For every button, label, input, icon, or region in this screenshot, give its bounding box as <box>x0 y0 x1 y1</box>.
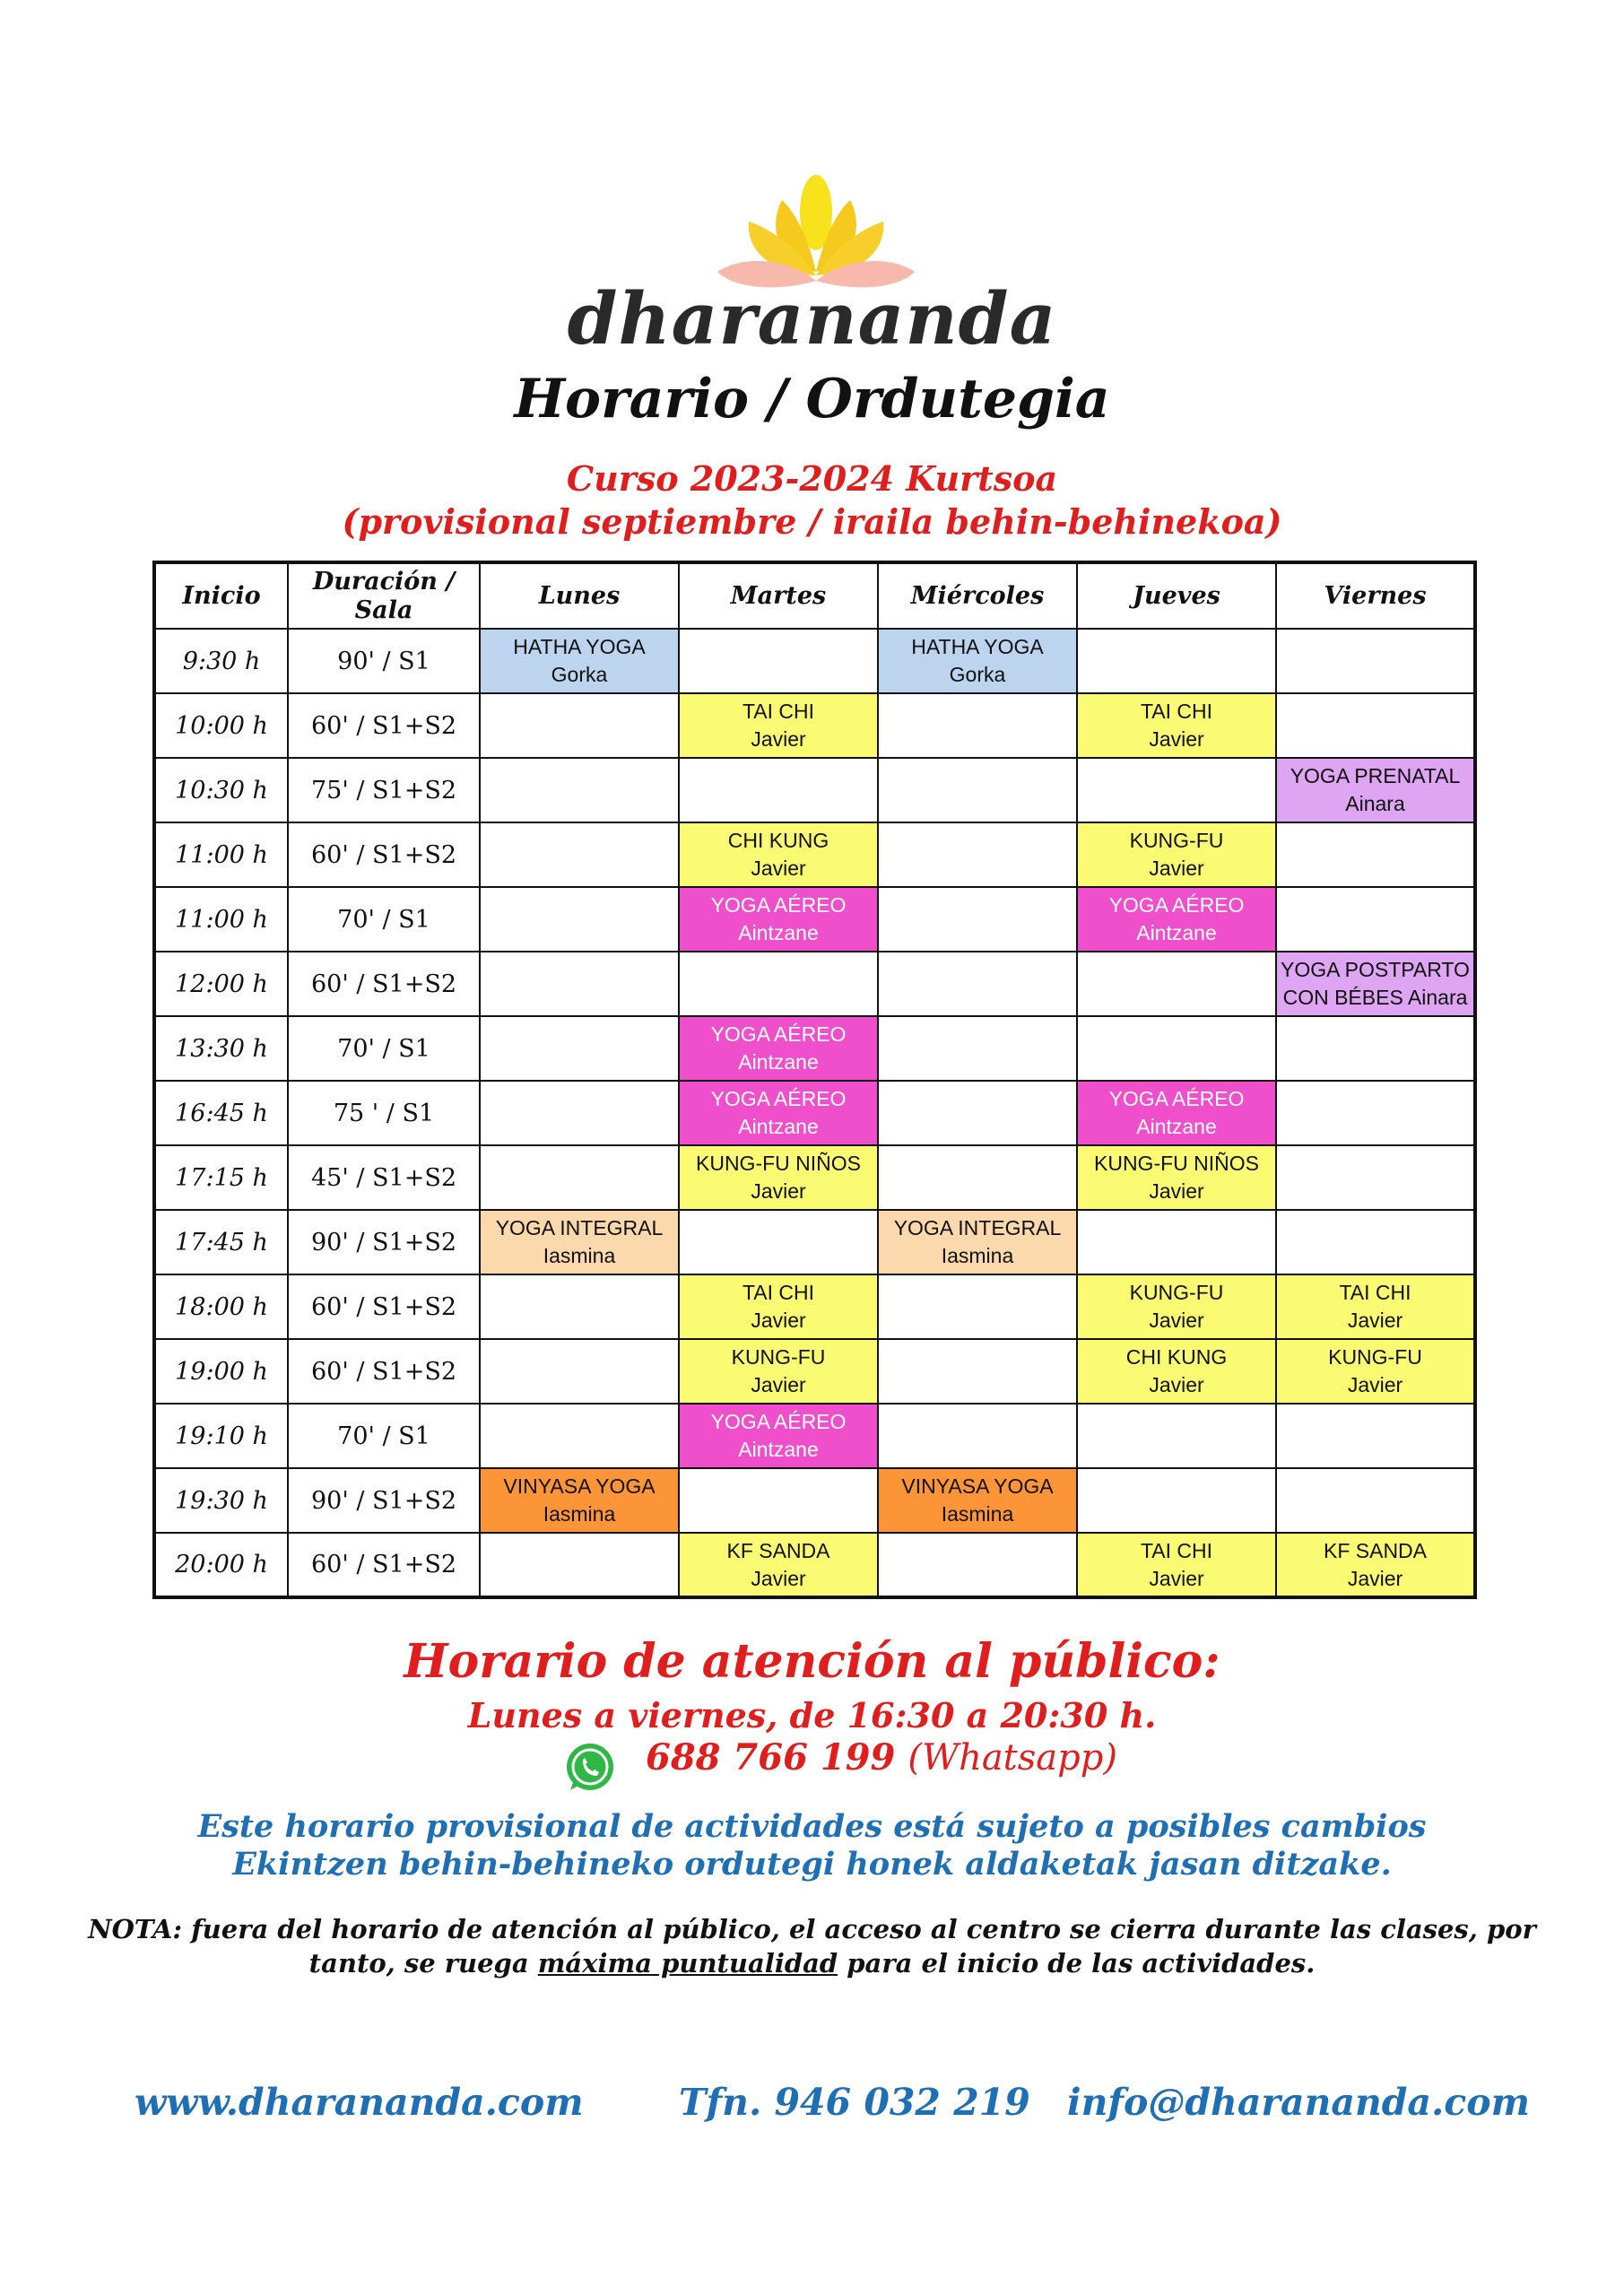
class-teacher: Iasmina <box>941 1502 1014 1526</box>
schedule-body <box>154 629 1475 1597</box>
header-duracion-line-2: Sala <box>354 596 413 624</box>
empty-cell-lunes <box>480 693 679 758</box>
empty-cell-lunes <box>480 758 679 822</box>
header-lunes: Lunes <box>480 562 679 629</box>
class-teacher: Javier <box>1149 1179 1204 1203</box>
table-row <box>154 1210 1475 1274</box>
class-teacher: Aintzane <box>738 921 819 944</box>
class-teacher: Javier <box>751 1309 806 1332</box>
row-time: 12:00 h <box>154 952 288 1016</box>
class-name: TAI CHI <box>1140 1538 1213 1562</box>
empty-cell-miercoles <box>878 1081 1077 1145</box>
class-teacher: Javier <box>751 727 806 751</box>
empty-cell-martes <box>679 629 878 693</box>
row-time: 11:00 h <box>154 822 288 887</box>
class-teacher: Aintzane <box>1136 921 1217 944</box>
class-name: KUNG-FU <box>1328 1345 1422 1369</box>
notice-line-2: Ekintzen behin-behineko ordutegi honek aldaketak jasan ditzake. <box>232 1846 1392 1883</box>
class-name: TAI CHI <box>1339 1281 1411 1304</box>
class-cell-viernes <box>1276 758 1475 822</box>
class-name: KF SANDA <box>726 1538 830 1562</box>
empty-cell-viernes <box>1276 693 1475 758</box>
empty-cell-jueves <box>1077 1210 1276 1274</box>
row-time: 17:45 h <box>154 1210 288 1274</box>
class-teacher: Aintzane <box>738 1438 819 1461</box>
page-title: Horario / Ordutegia <box>514 368 1110 430</box>
class-name: YOGA AÉREO <box>710 1022 847 1046</box>
empty-cell-miercoles <box>878 758 1077 822</box>
empty-cell-lunes <box>480 1404 679 1468</box>
table-row <box>154 1533 1475 1597</box>
class-cell-jueves <box>1077 693 1276 758</box>
class-teacher: Iasmina <box>543 1502 616 1526</box>
row-duration: 70' / S1 <box>288 1404 480 1468</box>
class-teacher: Ainara <box>1345 792 1405 815</box>
class-teacher: Gorka <box>551 663 608 686</box>
table-row <box>154 1339 1475 1404</box>
row-duration: 90' / S1+S2 <box>288 1210 480 1274</box>
row-time: 18:00 h <box>154 1274 288 1339</box>
class-name: KUNG-FU NIÑOS <box>696 1152 861 1175</box>
empty-cell-lunes <box>480 1274 679 1339</box>
class-name: VINYASA YOGA <box>901 1474 1054 1498</box>
row-time: 13:30 h <box>154 1016 288 1081</box>
empty-cell-miercoles <box>878 1145 1077 1210</box>
class-name: HATHA YOGA <box>911 635 1044 658</box>
class-cell-jueves <box>1077 1274 1276 1339</box>
header-duracion-line-1: Duración / <box>312 567 456 596</box>
empty-cell-martes <box>679 1468 878 1533</box>
header-jueves: Jueves <box>1077 562 1276 629</box>
table-row <box>154 1081 1475 1145</box>
row-duration: 60' / S1+S2 <box>288 1274 480 1339</box>
table-row <box>154 758 1475 822</box>
class-name: HATHA YOGA <box>513 635 646 658</box>
class-cell-jueves <box>1077 822 1276 887</box>
class-name: YOGA AÉREO <box>1108 893 1245 917</box>
class-name: YOGA AÉREO <box>710 893 847 917</box>
row-time: 11:00 h <box>154 887 288 952</box>
footer-website[interactable]: www.dharananda.com <box>135 2081 584 2124</box>
row-duration: 60' / S1+S2 <box>288 1339 480 1404</box>
class-cell-martes <box>679 1533 878 1597</box>
empty-cell-lunes <box>480 1016 679 1081</box>
table-row <box>154 1145 1475 1210</box>
empty-cell-miercoles <box>878 952 1077 1016</box>
row-duration: 45' / S1+S2 <box>288 1145 480 1210</box>
class-cell-lunes <box>480 1210 679 1274</box>
class-cell-jueves <box>1077 1339 1276 1404</box>
phone-note: (Whatsapp) <box>908 1737 1117 1779</box>
empty-cell-miercoles <box>878 887 1077 952</box>
schedule-table <box>152 561 1477 1599</box>
course-line-1: Curso 2023-2024 Kurtsoa <box>566 458 1058 499</box>
header-viernes: Viernes <box>1276 562 1475 629</box>
nota-part-2: para el inicio de las actividades. <box>838 1948 1316 1979</box>
empty-cell-viernes <box>1276 1145 1475 1210</box>
footer-phone[interactable]: Tfn. 946 032 219 <box>679 2081 1030 2124</box>
row-time: 10:00 h <box>154 693 288 758</box>
row-duration: 60' / S1+S2 <box>288 1533 480 1597</box>
empty-cell-lunes <box>480 1081 679 1145</box>
class-name: YOGA POSTPARTO <box>1281 958 1470 981</box>
nota-underlined: máxima puntualidad <box>537 1948 838 1979</box>
table-row <box>154 952 1475 1016</box>
row-time: 10:30 h <box>154 758 288 822</box>
class-name: CHI KUNG <box>1125 1345 1228 1369</box>
class-teacher: Javier <box>1347 1309 1403 1332</box>
class-name: TAI CHI <box>742 700 815 723</box>
table-row <box>154 693 1475 758</box>
empty-cell-viernes <box>1276 822 1475 887</box>
whatsapp-phone[interactable] <box>646 1736 1117 1779</box>
class-cell-jueves <box>1077 1533 1276 1597</box>
class-teacher: Iasmina <box>543 1244 616 1267</box>
empty-cell-lunes <box>480 1145 679 1210</box>
class-cell-lunes <box>480 629 679 693</box>
header-martes: Martes <box>679 562 878 629</box>
empty-cell-miercoles <box>878 1533 1077 1597</box>
class-teacher: Javier <box>1347 1373 1403 1396</box>
empty-cell-martes <box>679 1210 878 1274</box>
empty-cell-viernes <box>1276 1468 1475 1533</box>
empty-cell-viernes <box>1276 1081 1475 1145</box>
class-teacher: Aintzane <box>738 1050 819 1074</box>
empty-cell-miercoles <box>878 693 1077 758</box>
class-teacher: Javier <box>751 857 806 880</box>
row-time: 19:30 h <box>154 1468 288 1533</box>
class-name: KUNG-FU NIÑOS <box>1094 1152 1259 1175</box>
class-cell-martes <box>679 1404 878 1468</box>
class-teacher: Javier <box>751 1179 806 1203</box>
empty-cell-lunes <box>480 887 679 952</box>
nota-part-1: NOTA: fuera del horario de atención al público, el acceso al centro se cierra durante las clases, por tanto, se ruega <box>88 1914 1536 1979</box>
empty-cell-martes <box>679 952 878 1016</box>
row-duration: 60' / S1+S2 <box>288 693 480 758</box>
class-cell-viernes <box>1276 952 1475 1016</box>
class-name: TAI CHI <box>1140 700 1213 723</box>
row-duration: 90' / S1 <box>288 629 480 693</box>
empty-cell-viernes <box>1276 887 1475 952</box>
class-teacher: Javier <box>1149 727 1204 751</box>
empty-cell-viernes <box>1276 1016 1475 1081</box>
table-row <box>154 629 1475 693</box>
empty-cell-miercoles <box>878 1274 1077 1339</box>
class-name: YOGA AÉREO <box>710 1410 847 1433</box>
class-name: YOGA AÉREO <box>1108 1087 1245 1110</box>
notice-line-1: Este horario provisional de actividades está sujeto a posibles cambios <box>197 1808 1427 1845</box>
class-name: KUNG-FU <box>1129 829 1224 852</box>
class-name: CHI KUNG <box>727 829 829 852</box>
class-cell-martes <box>679 822 878 887</box>
empty-cell-viernes <box>1276 1404 1475 1468</box>
class-name: TAI CHI <box>742 1281 815 1304</box>
class-teacher: Aintzane <box>1136 1115 1217 1138</box>
footer-email[interactable]: info@dharananda.com <box>1067 2081 1530 2124</box>
class-teacher: Javier <box>1149 1373 1204 1396</box>
provisional-notice <box>0 1808 1624 1883</box>
header-row <box>154 562 1475 629</box>
course-heading <box>0 457 1624 544</box>
class-cell-viernes <box>1276 1274 1475 1339</box>
row-time: 17:15 h <box>154 1145 288 1210</box>
class-cell-miercoles <box>878 629 1077 693</box>
table-row <box>154 1468 1475 1533</box>
row-time: 20:00 h <box>154 1533 288 1597</box>
row-duration: 75 ' / S1 <box>288 1081 480 1145</box>
empty-cell-lunes <box>480 822 679 887</box>
class-cell-martes <box>679 1339 878 1404</box>
table-row <box>154 887 1475 952</box>
row-duration: 60' / S1+S2 <box>288 952 480 1016</box>
class-name: YOGA AÉREO <box>710 1087 847 1110</box>
empty-cell-lunes <box>480 952 679 1016</box>
empty-cell-jueves <box>1077 758 1276 822</box>
class-name: VINYASA YOGA <box>503 1474 656 1498</box>
class-name: YOGA PRENATAL <box>1290 764 1461 787</box>
empty-cell-martes <box>679 758 878 822</box>
empty-cell-miercoles <box>878 1016 1077 1081</box>
class-teacher: Javier <box>1149 1309 1204 1332</box>
phone-number[interactable]: 688 766 199 <box>646 1736 896 1779</box>
class-teacher: CON BÉBES Ainara <box>1282 986 1468 1009</box>
table-row <box>154 1016 1475 1081</box>
class-name: KUNG-FU <box>731 1345 826 1369</box>
row-duration: 60' / S1+S2 <box>288 822 480 887</box>
table-row <box>154 1274 1475 1339</box>
empty-cell-jueves <box>1077 1404 1276 1468</box>
brand-name: dharananda <box>567 276 1057 361</box>
row-time: 19:10 h <box>154 1404 288 1468</box>
row-duration: 75' / S1+S2 <box>288 758 480 822</box>
header-inicio: Inicio <box>154 562 288 629</box>
class-cell-viernes <box>1276 1339 1475 1404</box>
class-teacher: Javier <box>1347 1566 1403 1590</box>
nota-text <box>45 1912 1579 1980</box>
row-time: 9:30 h <box>154 629 288 693</box>
class-teacher: Javier <box>1149 1566 1204 1590</box>
empty-cell-miercoles <box>878 1404 1077 1468</box>
header-duracion <box>288 562 480 629</box>
empty-cell-viernes <box>1276 629 1475 693</box>
empty-cell-jueves <box>1077 1016 1276 1081</box>
class-cell-martes <box>679 1274 878 1339</box>
row-duration: 90' / S1+S2 <box>288 1468 480 1533</box>
class-teacher: Javier <box>1149 857 1204 880</box>
table-row <box>154 822 1475 887</box>
class-cell-martes <box>679 887 878 952</box>
class-name: KUNG-FU <box>1129 1281 1224 1304</box>
public-hours-title: Horario de atención al público: <box>404 1634 1220 1689</box>
empty-cell-viernes <box>1276 1210 1475 1274</box>
row-duration: 70' / S1 <box>288 887 480 952</box>
header-miercoles: Miércoles <box>878 562 1077 629</box>
empty-cell-miercoles <box>878 822 1077 887</box>
empty-cell-jueves <box>1077 629 1276 693</box>
row-time: 19:00 h <box>154 1339 288 1404</box>
course-line-2: (provisional septiembre / iraila behin-behinekoa) <box>342 501 1282 542</box>
class-teacher: Gorka <box>949 663 1006 686</box>
class-cell-lunes <box>480 1468 679 1533</box>
empty-cell-lunes <box>480 1339 679 1404</box>
empty-cell-jueves <box>1077 952 1276 1016</box>
class-cell-jueves <box>1077 887 1276 952</box>
class-teacher: Javier <box>751 1373 806 1396</box>
table-row <box>154 1404 1475 1468</box>
class-cell-martes <box>679 693 878 758</box>
class-cell-martes <box>679 1081 878 1145</box>
class-teacher: Iasmina <box>941 1244 1014 1267</box>
class-name: YOGA INTEGRAL <box>495 1216 664 1239</box>
class-cell-jueves <box>1077 1145 1276 1210</box>
class-cell-miercoles <box>878 1210 1077 1274</box>
class-cell-viernes <box>1276 1533 1475 1597</box>
class-cell-jueves <box>1077 1081 1276 1145</box>
empty-cell-lunes <box>480 1533 679 1597</box>
whatsapp-icon <box>563 1740 617 1794</box>
empty-cell-miercoles <box>878 1339 1077 1404</box>
class-name: KF SANDA <box>1323 1538 1428 1562</box>
class-name: YOGA INTEGRAL <box>893 1216 1062 1239</box>
empty-cell-jueves <box>1077 1468 1276 1533</box>
class-cell-martes <box>679 1016 878 1081</box>
row-duration: 70' / S1 <box>288 1016 480 1081</box>
class-cell-miercoles <box>878 1468 1077 1533</box>
class-teacher: Aintzane <box>738 1115 819 1138</box>
class-teacher: Javier <box>751 1566 806 1590</box>
row-time: 16:45 h <box>154 1081 288 1145</box>
class-cell-martes <box>679 1145 878 1210</box>
public-hours-days: Lunes a viernes, de 16:30 a 20:30 h. <box>467 1695 1157 1735</box>
